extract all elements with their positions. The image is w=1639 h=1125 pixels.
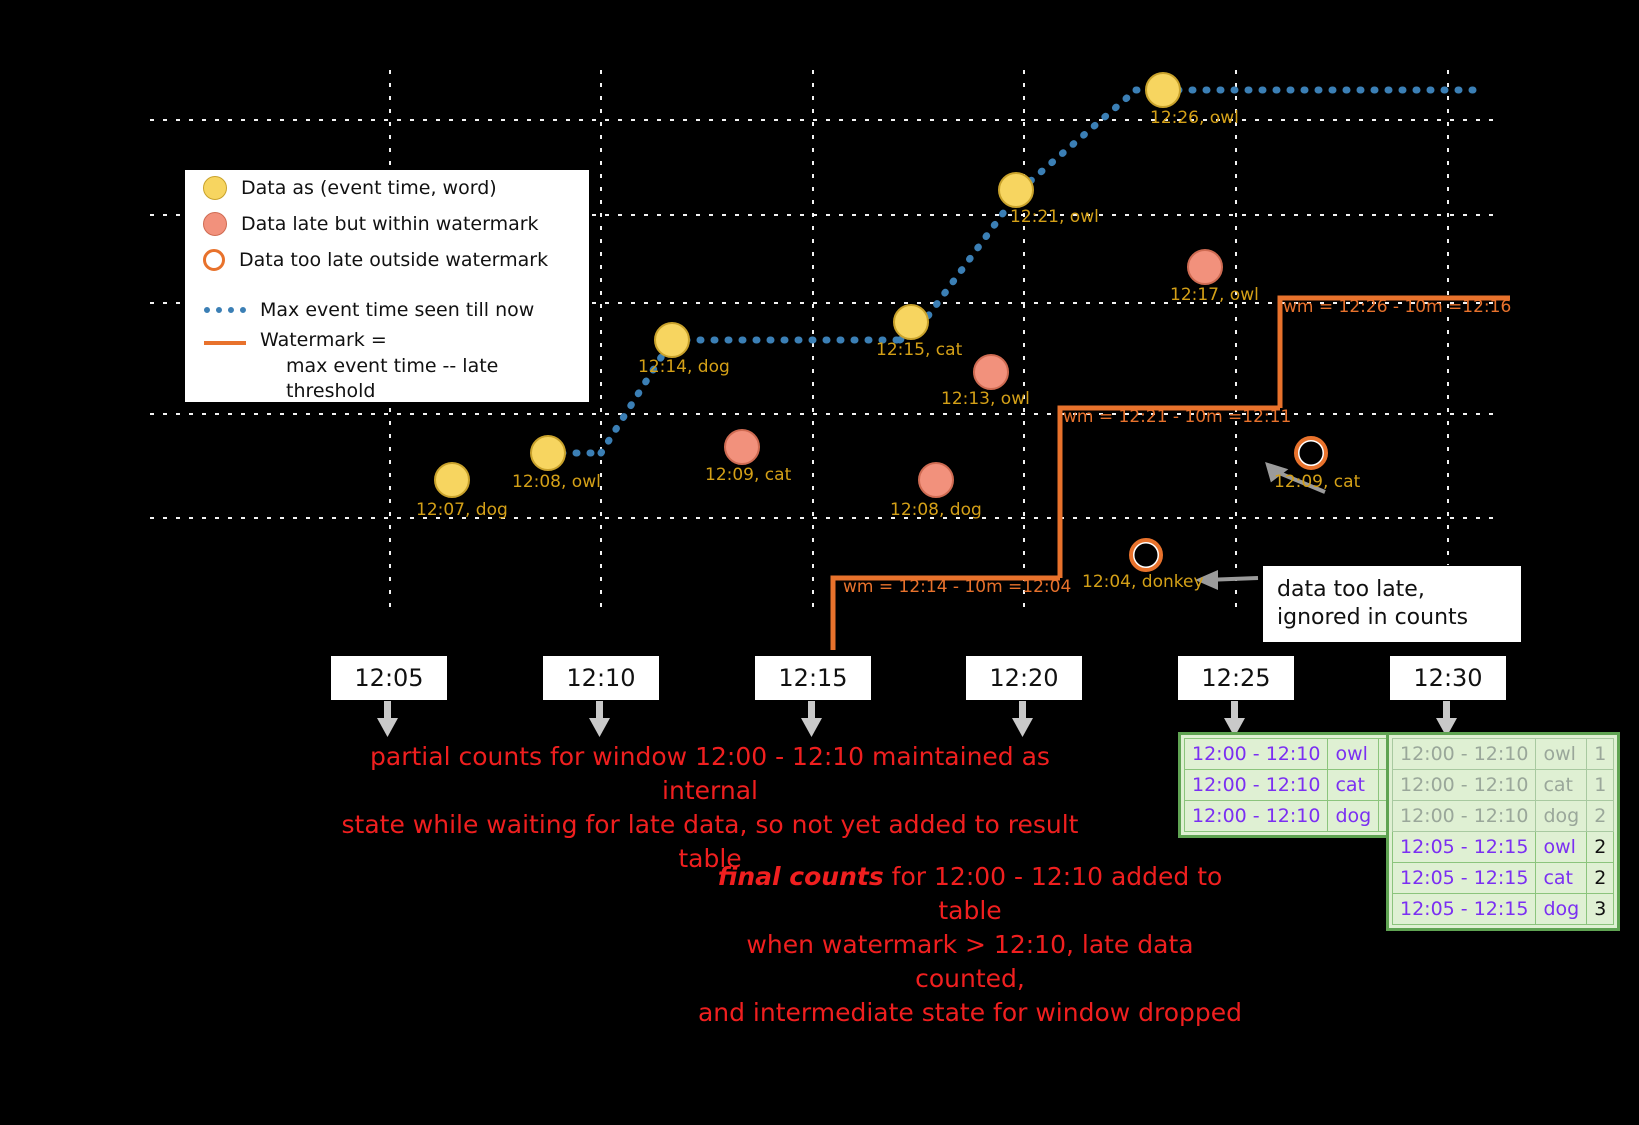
yellow-dot-icon [203, 176, 227, 200]
callout-line: ignored in counts [1277, 605, 1469, 631]
data-point-salmon [1188, 250, 1222, 284]
legend-label: Watermark = [260, 329, 387, 351]
axis-tick: 12:30 [1389, 655, 1507, 701]
table-row [1185, 739, 1406, 770]
note-final-counts [690, 860, 1250, 1030]
legend-label: Data as (event time, word) [241, 177, 497, 199]
data-point-yellow [655, 323, 689, 357]
cell-count: 2 [1587, 863, 1614, 894]
callout-line: data too late, [1277, 577, 1425, 602]
blue-dotted-line-icon [204, 307, 246, 313]
tick-arrow [801, 700, 822, 737]
tick-arrow [377, 700, 398, 737]
data-point-salmon [974, 355, 1008, 389]
cell-word: owl [1536, 832, 1587, 863]
data-point-yellow [531, 436, 565, 470]
watermark-label: wm = 12:14 - 10m =12:04 [843, 577, 1072, 597]
data-point-yellow [894, 305, 928, 339]
cell-window: 12:00 - 12:10 [1185, 739, 1328, 770]
note-line: and intermediate state for window dropped [697, 998, 1243, 1027]
tick-arrow [589, 700, 610, 737]
legend-item-max-event-time [185, 292, 589, 328]
table-row [1393, 739, 1614, 770]
point-label: 12:09, cat [1274, 472, 1361, 492]
data-point-yellow [999, 173, 1033, 207]
point-label: 12:26, owl [1150, 108, 1239, 128]
table-row [1393, 863, 1614, 894]
legend-item-data [185, 170, 589, 206]
cell-count: 1 [1587, 739, 1614, 770]
point-label: 12:17, owl [1170, 285, 1259, 305]
axis-tick: 12:20 [965, 655, 1083, 701]
table-row [1185, 801, 1406, 832]
point-label: 12:15, cat [876, 340, 963, 360]
watermark-label: wm = 12:21 - 10m =12:11 [1063, 407, 1292, 427]
legend-label: Max event time seen till now [260, 299, 535, 321]
point-label: 12:07, dog [416, 500, 508, 520]
cell-window: 12:05 - 12:15 [1393, 863, 1536, 894]
point-label: 12:21, owl [1010, 207, 1099, 227]
legend-label-secondary: max event time -- late threshold [286, 354, 499, 403]
point-label: 12:13, owl [941, 389, 1030, 409]
note-line: for 12:00 - 12:10 added to table [883, 862, 1223, 925]
legend-label: Data too late outside watermark [239, 249, 549, 271]
cell-window: 12:05 - 12:15 [1393, 894, 1536, 925]
legend-item-late-within [185, 206, 589, 242]
legend [183, 168, 591, 404]
point-label: 12:08, owl [512, 472, 601, 492]
table-row [1393, 894, 1614, 925]
data-point-yellow [435, 463, 469, 497]
note-partial-counts [330, 740, 1090, 876]
legend-divider [185, 278, 589, 292]
legend-item-too-late [185, 242, 589, 278]
cell-count: 1 [1587, 770, 1614, 801]
point-label: 12:08, dog [890, 500, 982, 520]
table-row [1393, 832, 1614, 863]
axis-tick: 12:25 [1177, 655, 1295, 701]
note-emphasis: final counts [717, 862, 884, 891]
cell-word: cat [1536, 863, 1587, 894]
axis-tick: 12:05 [330, 655, 448, 701]
callout-too-late [1262, 565, 1522, 643]
cell-window: 12:00 - 12:10 [1393, 739, 1536, 770]
legend-item-watermark [185, 328, 589, 405]
partial-counts-table [1178, 732, 1412, 838]
data-point-salmon [919, 463, 953, 497]
orange-solid-line-icon [204, 341, 246, 345]
note-line: state while waiting for late data, so not yet added to result table [341, 810, 1079, 873]
point-label: 12:09, cat [705, 465, 792, 485]
cell-window: 12:00 - 12:10 [1185, 770, 1328, 801]
axis-tick: 12:10 [542, 655, 660, 701]
salmon-dot-icon [203, 212, 227, 236]
tick-arrow [1012, 700, 1033, 737]
open-circle-icon [203, 249, 225, 271]
cell-window: 12:00 - 12:10 [1185, 801, 1328, 832]
table-row [1185, 770, 1406, 801]
cell-word: cat [1328, 770, 1379, 801]
note-line: when watermark > 12:10, late data counted, [746, 930, 1194, 993]
cell-count: 2 [1587, 832, 1614, 863]
legend-label: Data late but within watermark [241, 213, 539, 235]
cell-word: dog [1536, 801, 1587, 832]
note-line: partial counts for window 12:00 - 12:10 maintained as internal [370, 742, 1050, 805]
data-point-yellow [1146, 73, 1180, 107]
cell-count: 3 [1587, 894, 1614, 925]
cell-word: dog [1536, 894, 1587, 925]
table-row [1393, 770, 1614, 801]
cell-window: 12:05 - 12:15 [1393, 832, 1536, 863]
cell-word: owl [1536, 739, 1587, 770]
axis-tick: 12:15 [754, 655, 872, 701]
point-label: 12:04, donkey [1082, 572, 1204, 592]
cell-window: 12:00 - 12:10 [1393, 770, 1536, 801]
cell-window: 12:00 - 12:10 [1393, 801, 1536, 832]
table-row [1393, 801, 1614, 832]
cell-word: cat [1536, 770, 1587, 801]
final-counts-table [1386, 732, 1620, 931]
watermark-label: wm = 12:26 - 10m =12:16 [1283, 297, 1512, 317]
data-point-salmon [725, 430, 759, 464]
cell-count: 2 [1587, 801, 1614, 832]
cell-word: owl [1328, 739, 1379, 770]
point-label: 12:14, dog [638, 357, 730, 377]
cell-word: dog [1328, 801, 1379, 832]
